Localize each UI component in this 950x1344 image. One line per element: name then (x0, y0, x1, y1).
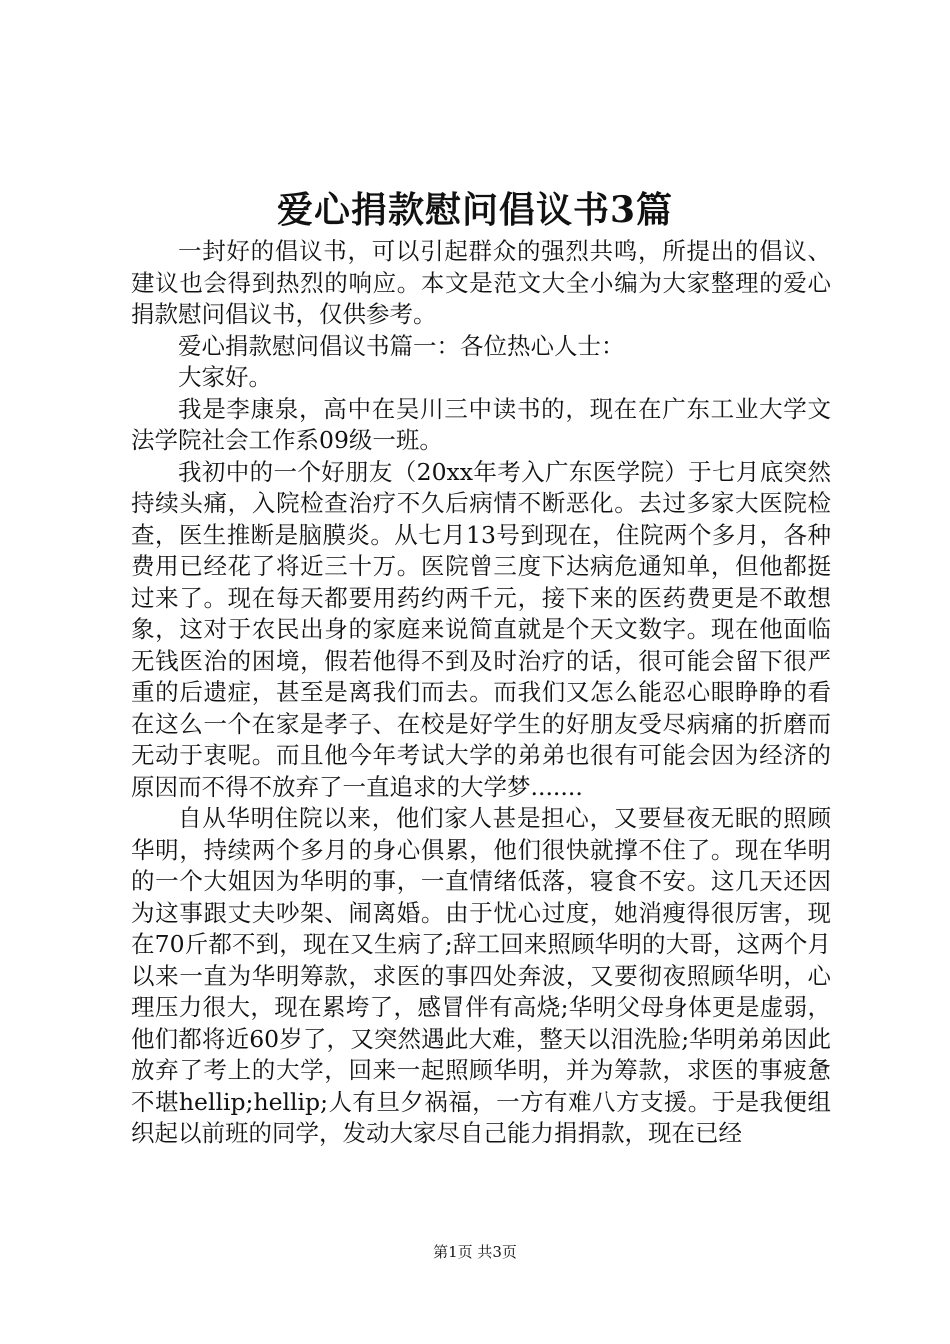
page-number-footer: 第1页 共3页 (433, 1243, 517, 1261)
paragraph: 大家好。 (178, 363, 272, 391)
paragraph: 我初中的一个好朋友（20xx年考入广东医学院）于七月底突然持续头痛，入院检查治疗不久后病情不断恶化。去过多家大医院检查，医生推断是脑膜炎。从七月13号到现在，住院两个多月，各种费用已经花了将近三十万。医院曾三度下达病危通知单，但他都挺过来了。现在每天都要用药约两千元，接下来的医药费更是不敢想象，这对于农民出身的家庭来说简直就是个天文数字。现在他面临无钱医治的困境，假若他得不到及时治疗的话，很可能会留下很严重的后遗症，甚至是离我们而去。而我们又怎么能忍心眼睁睁的看在这么一个在家是孝子、在校是好学生的好朋友受尽病痛的折磨而无动于衷呢。而且他今年考试大学的弟弟也很有可能会因为经济的原因而不得不放弃了一直追求的大学梦....... (131, 457, 831, 801)
paragraph: 爱心捐款慰问倡议书篇一：各位热心人士： (178, 331, 625, 360)
paragraph: 我是李康泉，高中在吴川三中读书的，现在在广东工业大学文法学院社会工作系09级一班。 (131, 394, 831, 454)
paragraph: 一封好的倡议书，可以引起群众的强烈共鸣，所提出的倡议、建议也会得到热烈的响应。本文是范文大全小编为大家整理的爱心捐款慰问倡议书，仅供参考。 (131, 237, 831, 328)
document-body (131, 236, 831, 1150)
paragraph: 自从华明住院以来，他们家人甚是担心，又要昼夜无眠的照顾华明，持续两个多月的身心俱累，他们很快就撑不住了。现在华明的一个大姐因为华明的事，一直情绪低落，寝食不安。这几天还因为这事跟丈夫吵架、闹离婚。由于忧心过度，她消瘦得很厉害，现在70斤都不到，现在又生病了;辞工回来照顾华明的大哥，这两个月以来一直为华明筹款，求医的事四处奔波，又要彻夜照顾华明，心理压力很大，现在累垮了，感冒伴有高烧;华明父母身体更是虚弱，他们都将近60岁了，又突然遇此大难，整天以泪洗脸;华明弟弟因此放弃了考上的大学，回来一起照顾华明，并为筹款，求医的事疲惫不堪hellip;hellip;人有旦夕祸福，一方有难八方支援。于是我便组织起以前班的同学，发动大家尽自己能力捐捐款，现在已经 (131, 804, 831, 1147)
document-title: 爱心捐款慰问倡议书3篇 (276, 189, 674, 231)
